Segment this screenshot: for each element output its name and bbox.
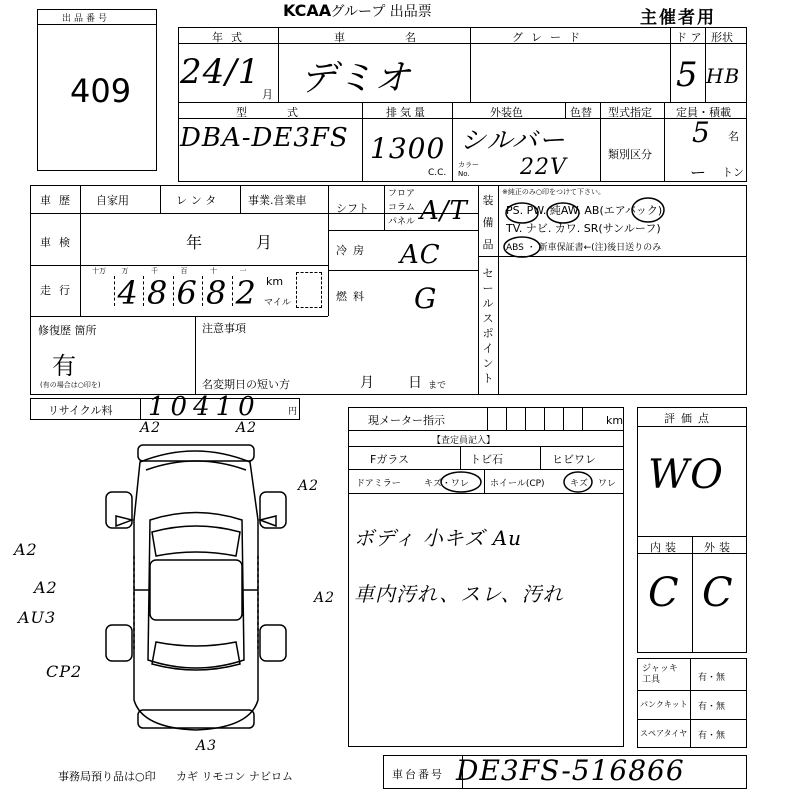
displacement-value: 1300: [370, 132, 446, 165]
hist-line-2: [30, 265, 328, 266]
mileage-digit-divider: [173, 276, 174, 306]
diagram-mark-left2: A2: [34, 578, 58, 597]
wheel-crack: ワレ: [598, 479, 617, 489]
v-div-3: [670, 27, 671, 102]
hist-div-f: [478, 185, 479, 395]
hist-div-e: [384, 185, 385, 230]
rating-value: WO: [648, 452, 724, 498]
car-cabin: [148, 513, 244, 669]
car-windshield: [152, 526, 240, 556]
wheel-label: ホイール(CP): [490, 479, 545, 489]
history-rental: レンタ: [176, 194, 221, 207]
mileage-digit: 2: [235, 274, 257, 312]
ac-value: AC: [400, 240, 441, 270]
doors-value: 5: [676, 55, 699, 95]
meter-unit: km: [606, 414, 624, 427]
mileage-digit-header: 百: [180, 267, 188, 275]
rating-label: 評価点: [664, 412, 715, 425]
wheel-rear-left: [106, 625, 132, 661]
repair-note: (有の場合は○印を): [40, 381, 101, 389]
recycle-label: リサイクル料: [48, 404, 113, 417]
footer-items: カギ リモコン ナビロム: [176, 770, 293, 783]
diagram-mark-rear: A3: [196, 738, 218, 754]
car-front-bumper: [138, 445, 254, 461]
name-label: 車名: [334, 31, 476, 44]
meter-cell-div: [487, 407, 488, 430]
sales-point-label: セールスポイント: [482, 267, 494, 385]
car-rear-bumper: [138, 710, 254, 728]
wheel-front-left: [106, 492, 132, 528]
mile-checkbox: [296, 272, 322, 308]
wheel-front-right: [260, 492, 286, 528]
v-div-9: [664, 102, 665, 182]
model-label: 型式: [236, 106, 338, 119]
chip-label: トビ石: [470, 453, 503, 466]
v-div-7: [565, 102, 566, 118]
mileage-digit: 4: [117, 274, 139, 312]
recycle-value: 10410: [148, 392, 261, 422]
glass-label: Fガラス: [370, 453, 409, 466]
name-value: デミオ: [300, 58, 412, 99]
meter-label: 現メーター指示: [368, 414, 445, 427]
ac-label: 冷房: [336, 244, 370, 257]
displacement-label: 排気量: [386, 106, 428, 119]
v-div-1: [278, 27, 279, 102]
hist-div-c: [240, 185, 241, 213]
diagram-mark-side: A2: [314, 590, 336, 606]
mileage-digit-header: 千: [151, 267, 158, 275]
deadline-month: 月: [360, 375, 374, 391]
chassis-label: 車台番号: [392, 768, 444, 781]
organizer-label: 主催者用: [640, 8, 716, 28]
load-unit: トン: [722, 166, 744, 179]
mileage-digit-divider: [202, 276, 203, 306]
mileage-digit-divider: [232, 276, 233, 306]
meter-line-1: [348, 430, 624, 431]
model-value: DBA-DE3FS: [180, 123, 349, 153]
history-label: 車歴: [40, 194, 78, 207]
hist-div-a: [80, 185, 81, 316]
mirror-right: [260, 516, 276, 526]
history-business: 事業.営業車: [248, 194, 307, 207]
capacity-unit: 名: [728, 130, 739, 143]
recycle-div: [140, 398, 141, 420]
repair-label: 修復歴 箇所: [38, 324, 97, 337]
repair-value: 有: [52, 352, 76, 380]
puncture-label: パンクキット: [640, 700, 688, 709]
diagram-mark-left1: A2: [14, 540, 38, 559]
month-unit: 月: [262, 88, 273, 101]
puncture-value: 有・無: [698, 702, 726, 712]
chassis-value: DE3FS-516866: [456, 754, 685, 787]
mileage-digit-divider: [143, 276, 144, 306]
vehicle-mid-line: [178, 102, 747, 103]
meter-line-4: [348, 493, 624, 494]
diagram-mark-right: A2: [298, 478, 320, 494]
footer-note: 事務局預り品は○印: [58, 770, 156, 783]
glass-div-1: [460, 446, 461, 469]
interior-label: 内装: [650, 541, 680, 554]
deadline-label: 名変期日の短い方: [202, 378, 290, 391]
shift-value: A/T: [420, 196, 468, 226]
mirror-left: [116, 516, 132, 526]
deadline-day: 日: [408, 375, 422, 391]
spare-value: 有・無: [698, 731, 726, 741]
repair-div: [195, 316, 196, 395]
inspection-month: 月: [256, 233, 273, 252]
capacity-label: 定員・積載: [676, 106, 731, 119]
year-label: 年式: [212, 31, 250, 44]
hist-line-3: [30, 316, 328, 317]
glass-div-2: [540, 446, 541, 469]
grade-label: グレード: [512, 31, 588, 44]
hist-line-4: [328, 230, 478, 231]
cc-unit: C.C.: [428, 168, 447, 178]
hist-div-g: [498, 185, 499, 395]
recycle-unit: 円: [288, 407, 298, 417]
wheel-status: キズ: [570, 479, 588, 489]
v-div-6: [452, 102, 453, 182]
lot-number: 409: [70, 72, 132, 110]
crack-label: ヒビワレ: [552, 453, 596, 466]
mileage-digit-header: 万: [121, 267, 129, 275]
car-roof: [150, 560, 242, 620]
car-hood: [146, 461, 246, 470]
mileage-label: 走行: [40, 284, 78, 297]
meter-digit-divider: [582, 407, 583, 430]
hist-div-d: [328, 185, 329, 316]
equipment-label: 装備品: [482, 194, 494, 251]
equipment-line2: TV. ナビ. カワ. SR(サンルーフ): [506, 222, 661, 235]
car-rear-window: [152, 642, 240, 670]
color-change-label: 色替: [570, 106, 592, 119]
meter-digit-divider: [525, 407, 526, 430]
body-label: 形状: [711, 31, 733, 44]
mirror-status: キズ・ワレ: [424, 479, 469, 489]
diagram-mark-left4: CP2: [46, 662, 83, 681]
doors-label: ドア: [676, 31, 706, 44]
notes-label: 注意事項: [202, 322, 246, 335]
mileage-digit-header: 一: [239, 267, 247, 275]
km-unit: km: [266, 275, 284, 288]
rating-div: [692, 536, 693, 653]
history-private: 自家用: [96, 194, 129, 207]
v-div-5: [362, 102, 363, 182]
equipment-line3: ABS ・ 新車保証書←(注)後日送りのみ: [506, 243, 662, 253]
jack-value: 有・無: [698, 673, 726, 683]
load-value: ー: [690, 163, 707, 182]
form-title: .グループ 出品票: [326, 4, 432, 20]
color-value: シルバー: [460, 126, 566, 156]
equip-bottom-line: [478, 256, 747, 257]
exterior-label: 外装: [704, 541, 734, 554]
meter-digit-divider: [563, 407, 564, 430]
category-label: 類別区分: [608, 148, 652, 161]
car-body-outline: [134, 451, 258, 730]
v-div-8: [600, 102, 601, 182]
mileage-digit: 6: [176, 274, 198, 312]
lot-label: 出品番号: [62, 14, 111, 24]
inspector-label: 【査定員記入】: [432, 436, 496, 446]
inspection-label: 車検: [40, 236, 78, 249]
mile-unit: マイル: [264, 298, 291, 308]
hist-line-5: [328, 270, 478, 271]
year-value: 24/1: [180, 52, 261, 92]
shift-option-floor: フロア: [388, 189, 416, 199]
diagram-mark-left3: AU3: [18, 608, 57, 627]
model-designation-label: 型式指定: [608, 106, 652, 119]
meter-digit-divider: [506, 407, 507, 430]
inspection-year: 年: [186, 233, 203, 252]
mirror-div: [484, 469, 485, 493]
color-no-label: カラーNo.: [458, 161, 479, 178]
shift-option-panel: パネル: [388, 217, 416, 227]
mileage-digit-divider: [114, 276, 115, 306]
remark-line-1: ボディ 小キズ Au: [354, 526, 523, 550]
tools-div: [690, 658, 691, 748]
spare-label: スペアタイヤ: [640, 729, 688, 738]
fuel-label: 燃料: [336, 290, 370, 303]
exterior-value: C: [702, 570, 734, 616]
tools-line-1: [637, 690, 747, 691]
shift-label: シフト: [336, 202, 369, 215]
meter-line-2: [348, 446, 624, 447]
interior-value: C: [648, 570, 680, 616]
brand-logo: KCAA: [283, 1, 332, 20]
shift-option-column: コラム: [388, 203, 415, 213]
diagram-mark-front2: A2: [236, 420, 258, 436]
lot-divider: [37, 24, 157, 25]
meter-line-3: [348, 469, 624, 470]
fuel-value: G: [414, 282, 438, 315]
hist-div-b: [160, 185, 161, 213]
mileage-digit-header: 十万: [92, 267, 106, 275]
tools-line-2: [637, 719, 747, 720]
wheel-rear-right: [260, 625, 286, 661]
equipment-note: ※純正のみ○印をつけて下さい。: [502, 188, 605, 196]
mileage-digit: 8: [147, 274, 169, 312]
color-label: 外装色: [490, 106, 523, 119]
remark-line-2: 車内汚れ、スレ、汚れ: [354, 582, 564, 606]
mileage-digit: 8: [206, 274, 228, 312]
deadline-suffix: まで: [428, 381, 447, 391]
door-mirror-label: ドアミラー: [356, 479, 401, 489]
jack-label: ジャッキ工具: [642, 664, 678, 685]
mileage-digit-header: 十: [210, 267, 217, 275]
meter-digit-divider: [544, 407, 545, 430]
color-no-value: 22V: [520, 155, 567, 180]
equipment-line1: PS. PW. 純AW. AB(エアバック): [506, 204, 663, 217]
capacity-value: 5: [692, 116, 711, 149]
diagram-mark-front: A2: [140, 420, 162, 436]
body-value: HB: [706, 64, 741, 88]
rating-line-1: [637, 426, 747, 427]
